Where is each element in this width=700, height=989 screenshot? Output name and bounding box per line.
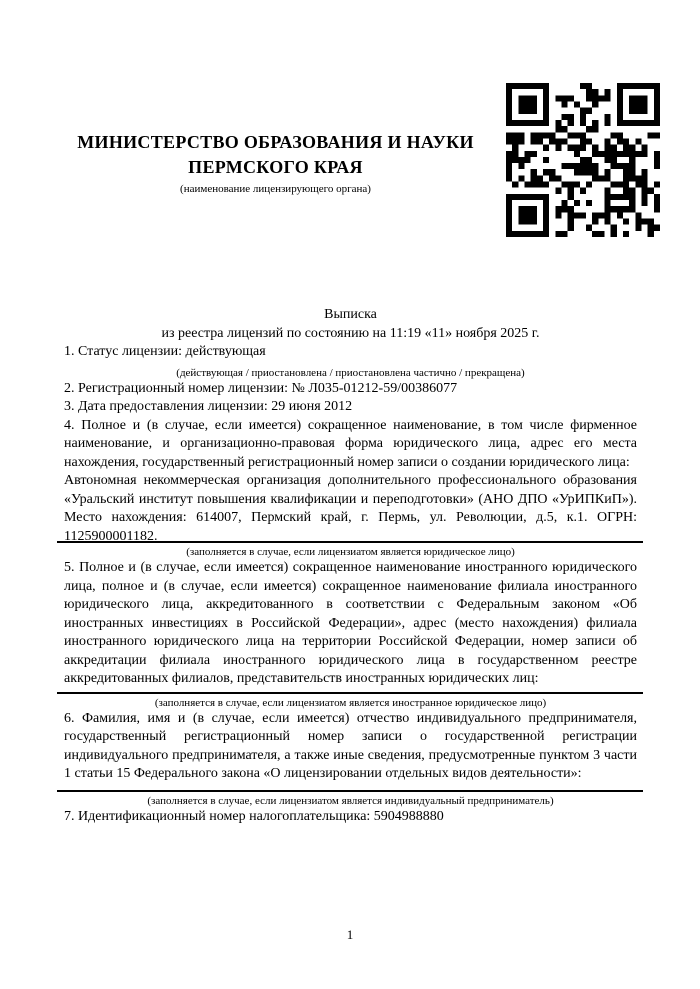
field-legal-entity-hint: (заполняется в случае, если лицензиатом является юридическое лицо) xyxy=(186,546,515,558)
qr-code-icon xyxy=(506,83,660,237)
fill-line-individual-entrepreneur xyxy=(57,790,643,792)
page-number: 1 xyxy=(346,927,354,942)
document-title-line2: из реестра лицензий по состоянию на 11:19 «11» ноября 2025 г. xyxy=(161,325,540,341)
field-license-status: 1. Статус лицензии: действующая xyxy=(64,344,266,359)
field-foreign-entity-label: 5. Полное и (в случае, если имеется) сокращенное наименование иностранного юридического лица, полное и (в случае, если имеется) сокращенное наименование филиала иностранного юридического лица, аккредитованного в соответствии с Федеральным законом «Об иностранных инвестициях в Российской Федерации», адрес (место нахождения) филиала иностранного юридического лица на территории Российской Федерации, номер записи об аккредитации филиала иностранного юридического лица в государственном реестре аккредитованных филиалов, представительств иностранных юридических лиц: xyxy=(64,560,637,686)
field-foreign-entity-hint: (заполняется в случае, если лицензиатом является иностранное юридическое лицо) xyxy=(154,696,547,709)
document-title xyxy=(64,306,637,343)
field-individual-entrepreneur-hint: (заполняется в случае, если лицензиатом является индивидуальный предприниматель) xyxy=(147,794,554,807)
fill-line-foreign-entity xyxy=(57,692,643,694)
document-title-line1: Выписка xyxy=(324,307,377,322)
licensing-authority-header xyxy=(48,130,503,196)
ministry-name xyxy=(48,130,503,180)
field-registration-number: 2. Регистрационный номер лицензии: № Л035-01212-59/00386077 xyxy=(64,380,458,396)
ministry-name-line2: ПЕРМСКОГО КРАЯ xyxy=(188,157,363,177)
document-body xyxy=(64,306,637,826)
field-taxpayer-id: 7. Идентификационный номер налогоплательщика: 5904988880 xyxy=(64,808,444,824)
field-legal-entity-value: Автономная некоммерческая организация дополнительного профессионального образования «Уральский институт повышения квалификации и переподготовки» (АНО ДПО «УрИПКиП»). Место нахождения: 614007, Пермский край, г. Пермь, ул. Революции, д.5, к.1. ОГРН: 1125900001182. xyxy=(64,473,637,544)
ministry-name-line1: МИНИСТЕРСТВО ОБРАЗОВАНИЯ И НАУКИ xyxy=(77,132,474,152)
field-license-status-hint: (действующая / приостановлена / приостановлена частично / прекращена) xyxy=(176,366,525,379)
field-legal-entity-label: 4. Полное и (в случае, если имеется) сокращенное наименование, в том числе фирменное наименование, и организационно-правовая форма юридического лица, адрес его места нахождения, государственный регистрационный номер записи о создании юридического лица: xyxy=(64,417,637,470)
field-individual-entrepreneur-label: 6. Фамилия, имя и (в случае, если имеется) отчество индивидуального предпринимателя, государственный регистрационный номер записи о государственной регистрации индивидуального предпринимателя, а также иные сведения, предусмотренные пунктом 3 части 1 статьи 15 Федерального закона «О лицензировании отдельных видов деятельности»: xyxy=(64,710,637,781)
field-grant-date: 3. Дата предоставления лицензии: 29 июня 2012 xyxy=(64,399,353,414)
ministry-caption: (наименование лицензирующего органа) xyxy=(180,183,371,195)
